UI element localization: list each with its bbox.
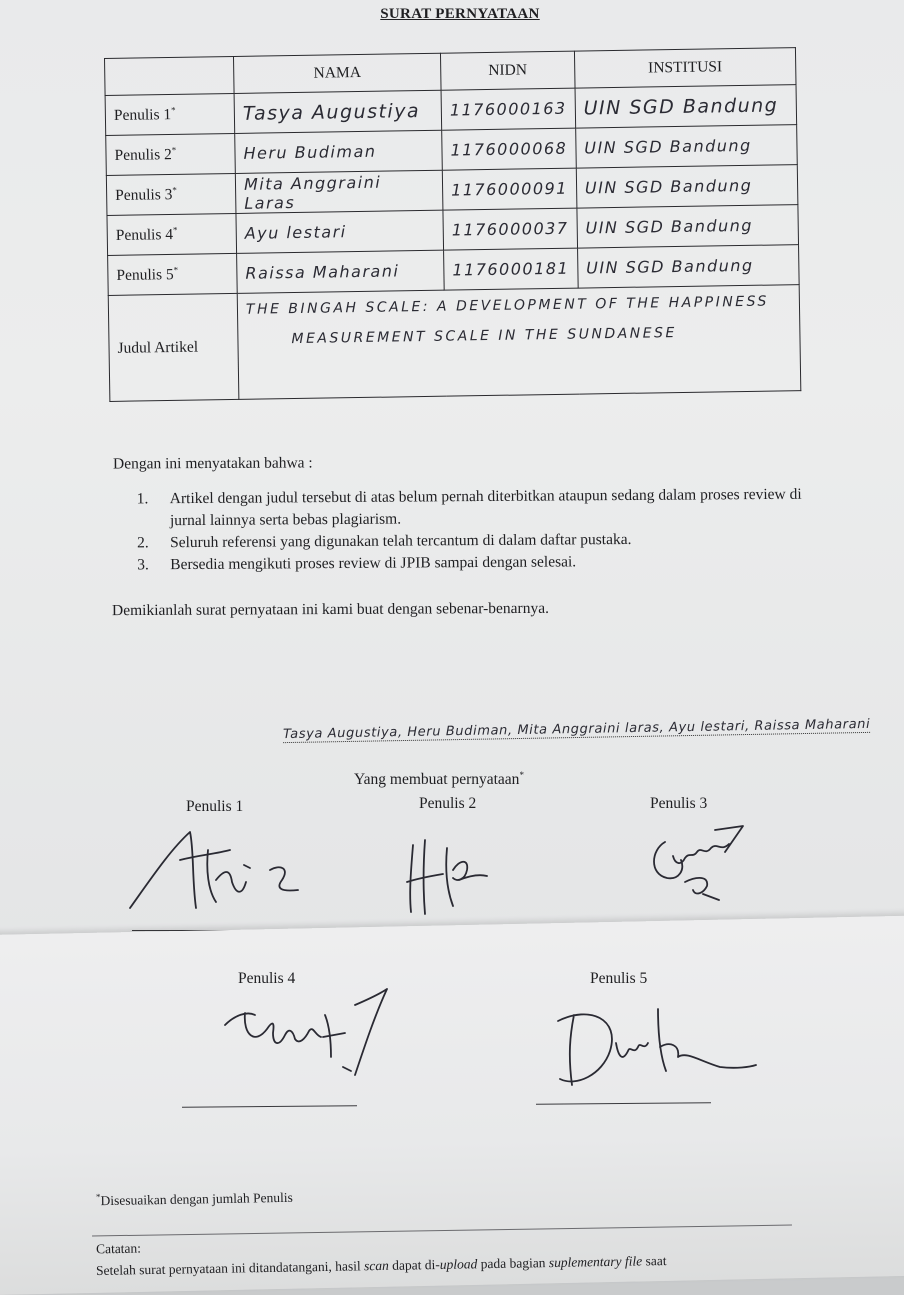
catatan-part: pada bagian — [477, 1255, 549, 1272]
list-number: 3. — [137, 556, 149, 574]
table-header-institusi: INSTITUSI — [574, 48, 796, 88]
signature-penulis-5 — [540, 995, 760, 1095]
author-table — [104, 47, 801, 402]
footnote-marker: * — [95, 1191, 101, 1202]
list-item — [137, 484, 827, 533]
cell-judul-artikel — [237, 285, 801, 400]
footnote — [96, 1188, 293, 1209]
list-number: 1. — [136, 490, 149, 508]
signature-label-penulis-5: Penulis 5 — [590, 970, 648, 987]
table-header-nidn: NIDN — [440, 51, 574, 90]
signer-names-text: Tasya Augustiya, Heru Budiman, Mita Anggraini laras, Ayu lestari, Raissa Maharani — [282, 716, 871, 743]
row-label: Penulis 5* — [108, 253, 238, 295]
list-text: Bersedia mengikuti proses review di JPIB sampai dengan selesai. — [170, 553, 577, 574]
signature-label-penulis-3: Penulis 3 — [650, 795, 708, 812]
row-label: Penulis 3* — [106, 173, 236, 215]
cell-nidn: 1176000068 — [442, 128, 576, 170]
catatan-part: dapat di- — [388, 1256, 440, 1273]
signature-penulis-4 — [215, 985, 395, 1085]
yang-membuat-label — [354, 764, 524, 791]
table-header-nama: NAMA — [233, 53, 441, 93]
intro-text: Dengan ini menyatakan bahwa : — [112, 454, 313, 473]
signature-label-penulis-4: Penulis 4 — [238, 970, 296, 987]
cell-nidn: 1176000181 — [444, 248, 578, 290]
judul-line-2: MEASUREMENT SCALE IN THE SUNDANESE — [291, 325, 677, 348]
judul-line-1: THE BINGAH SCALE: A DEVELOPMENT OF THE HAPPINESS — [245, 293, 769, 318]
catatan-part-italic: scan — [363, 1257, 389, 1274]
footnote-text: Disesuaikan dengan jumlah Penulis — [100, 1189, 293, 1209]
list-text: Seluruh referensi yang digunakan telah tercantum di dalam daftar pustaka. — [170, 530, 632, 552]
yang-membuat-marker: * — [519, 770, 524, 780]
cell-nama: Ayu lestari — [236, 210, 444, 253]
cell-nidn: 1176000091 — [442, 168, 576, 210]
cell-nama: Mita Anggraini Laras — [235, 170, 443, 213]
catatan-part-italic: suplementary file — [548, 1253, 643, 1271]
row-label: Penulis 1* — [105, 93, 235, 135]
signature-penulis-1 — [120, 820, 310, 920]
signature-penulis-2 — [395, 830, 505, 920]
row-label-judul: Judul Artikel — [108, 293, 239, 401]
cell-nama: Tasya Augustiya — [234, 90, 442, 133]
cell-institusi: UIN SGD Bandung — [577, 245, 799, 288]
row-label: Penulis 4* — [107, 213, 237, 255]
table-row-judul — [108, 285, 801, 402]
cell-nama: Heru Budiman — [235, 130, 443, 173]
cell-institusi: UIN SGD Bandung — [577, 205, 799, 248]
list-number: 2. — [137, 534, 149, 552]
cell-nama: Raissa Maharani — [237, 250, 445, 293]
catatan-label: Catatan: — [95, 1240, 142, 1257]
document-page-bottom — [0, 916, 904, 1295]
closing-text: Demikianlah surat pernyataan ini kami buat dengan sebenar-benarnya. — [111, 599, 550, 620]
cell-institusi: UIN SGD Bandung — [576, 165, 798, 208]
row-label: Penulis 2* — [106, 133, 236, 175]
cell-institusi: UIN SGD Bandung — [575, 125, 797, 168]
statement-list — [137, 484, 828, 577]
list-text: Artikel dengan judul tersebut di atas belum pernah diterbitkan ataupun sedang dalam proses review di jurnal lainnya serta bebas plagiarism. — [169, 485, 802, 530]
signature-label-penulis-2: Penulis 2 — [419, 795, 477, 812]
catatan-part: saat — [642, 1253, 667, 1269]
table-header-blank — [105, 56, 235, 95]
author-table-container — [104, 47, 805, 406]
cell-nidn: 1176000037 — [443, 208, 577, 250]
catatan-part: Setelah surat pernyataan ini ditandatangani, hasil — [95, 1258, 365, 1278]
cell-nidn: 1176000163 — [441, 88, 575, 130]
signature-label-penulis-1: Penulis 1 — [186, 798, 244, 815]
yang-membuat-text: Yang membuat pernyataan — [354, 771, 520, 789]
document-title: SURAT PERNYATAAN — [380, 6, 540, 22]
signature-penulis-3 — [645, 822, 755, 917]
cell-institusi: UIN SGD Bandung — [575, 85, 797, 128]
catatan-part-italic: upload — [439, 1256, 478, 1272]
